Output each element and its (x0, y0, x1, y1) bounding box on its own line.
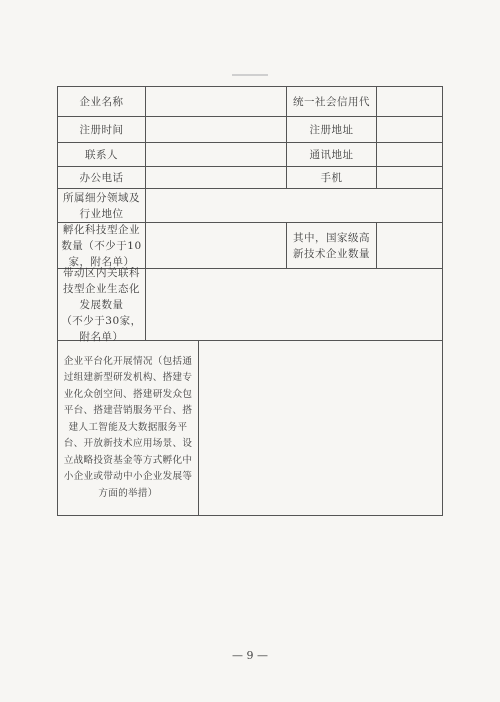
mobile-label: 手机 (287, 167, 377, 189)
mobile-field[interactable] (377, 167, 442, 189)
ecosystem-development-field[interactable] (146, 269, 442, 341)
platform-development-label: 企业平台化开展情况（包括通 过组建新型研发机构、搭建专 业化众创空间、搭建研发众包 平台、搭建营销服务平台、搭 建人工智能及大数据服务平 台、开放新技术应用场景、设 立战略投资基金等方式孵化中 小企业或带动中小企业发展等 方面的举措） (58, 341, 199, 515)
company-name-field[interactable] (146, 87, 287, 117)
platform-development-field[interactable] (199, 341, 442, 515)
mailing-address-field[interactable] (377, 143, 442, 167)
sector-position-label: 所属细分领域及 行业地位 (58, 189, 146, 223)
scan-mark (232, 74, 268, 76)
registration-address-label: 注册地址 (287, 117, 377, 143)
registration-address-field[interactable] (377, 117, 442, 143)
credit-code-field[interactable] (377, 87, 442, 117)
contact-person-field[interactable] (146, 143, 287, 167)
incubated-enterprises-label: 孵化科技型企业 数量（不少于10 家，附名单） (58, 223, 146, 269)
page-number: — 9 — (232, 649, 268, 662)
registration-date-field[interactable] (146, 117, 287, 143)
sector-position-field[interactable] (146, 189, 442, 223)
contact-person-label: 联系人 (58, 143, 146, 167)
registration-date-label: 注册时间 (58, 117, 146, 143)
company-name-label: 企业名称 (58, 87, 146, 117)
incubated-enterprises-field[interactable] (146, 223, 287, 269)
mailing-address-label: 通讯地址 (287, 143, 377, 167)
enterprise-info-form (57, 86, 443, 516)
national-hightech-label: 其中，国家级高 新技术企业数量 (287, 223, 377, 269)
office-phone-label: 办公电话 (58, 167, 146, 189)
ecosystem-development-label: 带动区内关联科 技型企业生态化 发展数量 （不少于30家， 附名单） (58, 269, 146, 341)
national-hightech-field[interactable] (377, 223, 442, 269)
credit-code-label: 统一社会信用代 (287, 87, 377, 117)
office-phone-field[interactable] (146, 167, 287, 189)
